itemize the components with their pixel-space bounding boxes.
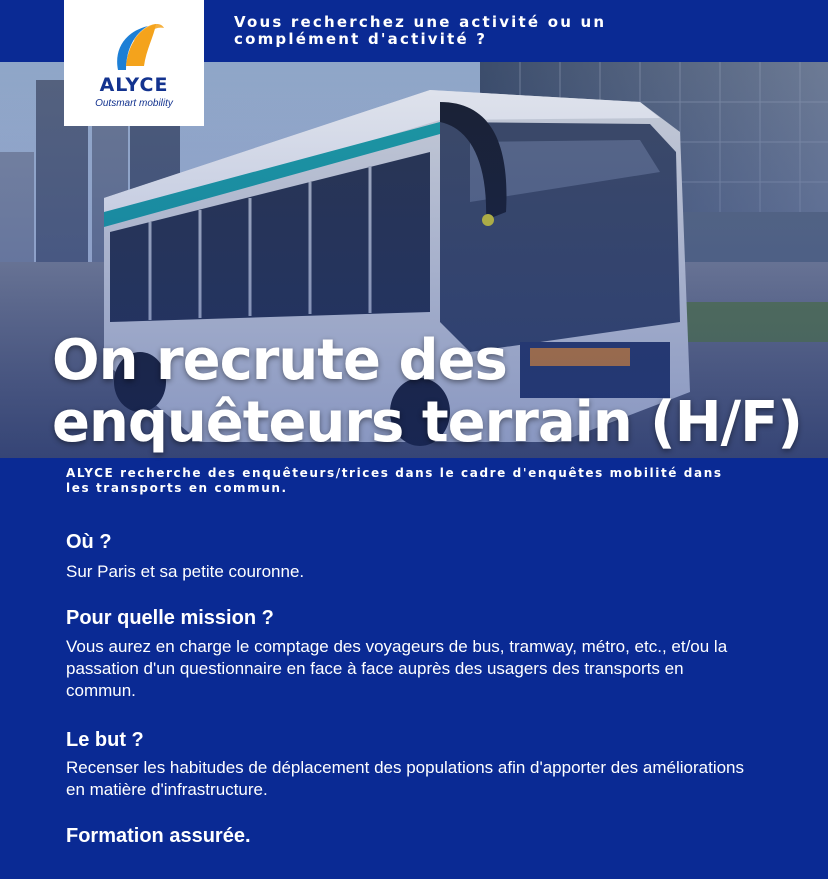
section-mission-body xyxy=(66,636,806,702)
section-goal-body xyxy=(66,757,806,801)
intro-line-2: les transports en commun. xyxy=(66,481,288,495)
intro-text xyxy=(66,466,806,496)
header-tagline xyxy=(234,14,794,48)
tagline-line-2: complément d'activité ? xyxy=(234,30,488,48)
section-mission-line-1: Vous aurez en charge le comptage des voyageurs de bus, tramway, métro, etc., et/ou la xyxy=(66,637,728,656)
section-where-line-1: Sur Paris et sa petite couronne. xyxy=(66,562,305,581)
section-where-heading: Où ? xyxy=(66,531,112,553)
section-goal-heading: Le but ? xyxy=(66,729,144,751)
training-note: Formation assurée. xyxy=(66,825,251,847)
headline-line-1: On recrute des xyxy=(52,328,507,393)
section-mission-heading: Pour quelle mission ? xyxy=(66,607,274,629)
section-mission-line-2: passation d'un questionnaire en face à face auprès des usagers des transports en xyxy=(66,659,684,678)
section-where-body xyxy=(66,561,806,583)
headline-line-2: enquêteurs terrain (H/F) xyxy=(52,390,802,455)
intro-line-1: ALYCE recherche des enquêteurs/trices dans le cadre d'enquêtes mobilité dans xyxy=(66,466,723,480)
section-goal-line-1: Recenser les habitudes de déplacement des populations afin d'apporter des améliorations xyxy=(66,758,745,777)
alyce-swoosh-logo-icon xyxy=(64,0,204,74)
tagline-line-1: Vous recherchez une activité ou un xyxy=(234,13,607,31)
headline xyxy=(52,330,822,454)
section-mission-line-3: commun. xyxy=(66,681,136,700)
logo-wordmark: ALYCE xyxy=(99,74,169,96)
logo-tagline: Outsmart mobility xyxy=(95,98,173,109)
alyce-logo xyxy=(64,0,204,126)
section-goal-line-2: en matière d'infrastructure. xyxy=(66,780,268,799)
